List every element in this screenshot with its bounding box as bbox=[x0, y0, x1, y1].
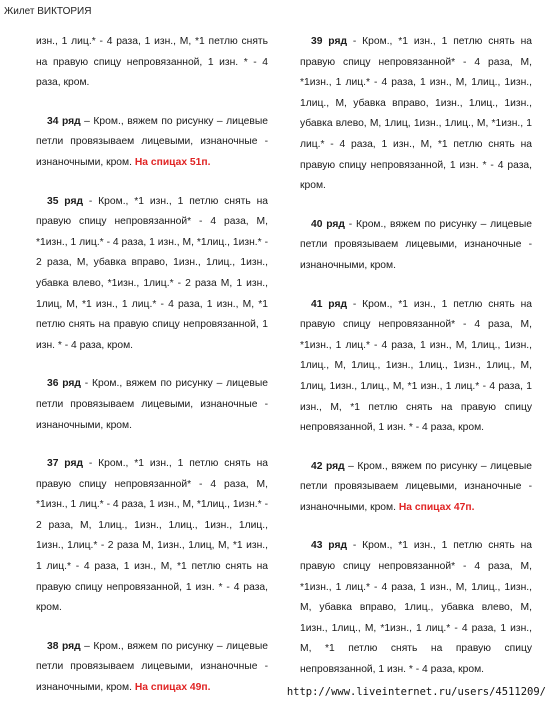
row-instructions: - Кром., *1 изн., 1 петлю снять на правую спицу непровязанной* - 4 раза, М, *1изн., 1 лиц.* - 4 раза, 1 изн., М, *1лиц., 1изн.* - 2 раза, М, убавка вправо, 1изн., 1лиц., 1изн., убавка влево, *1изн., 1лиц.* - 2 раза М, 1 изн., 1лиц, М, *1 изн., 1 лиц.* - 4 раза, 1 изн., М, *1 петлю снять на правую спицу непровязанной, 1 изн. * - 4 раза, кром. bbox=[36, 195, 268, 351]
row-number: 34 ряд bbox=[47, 115, 81, 127]
row-number: 38 ряд bbox=[47, 640, 81, 652]
row-instructions: - Кром., вяжем по рисунку – лицевые петли провязываем лицевыми, изнаночные - изнаночными, кром. bbox=[300, 218, 532, 271]
row-34-paragraph bbox=[36, 112, 268, 174]
row-number: 43 ряд bbox=[311, 540, 348, 552]
right-column bbox=[300, 32, 532, 699]
row-number: 40 ряд bbox=[311, 218, 345, 230]
stitch-count-note: На спицах 51п. bbox=[134, 156, 211, 168]
row-40-paragraph bbox=[300, 215, 532, 277]
source-url-watermark: http://www.liveinternet.ru/users/4511209/ bbox=[286, 686, 546, 698]
row-number: 41 ряд bbox=[311, 298, 348, 310]
row-39-paragraph bbox=[300, 32, 532, 197]
intro-text: изн., 1 лиц.* - 4 раза, 1 изн., М, *1 петлю снять на правую спицу непровязанной, 1 изн. * - 4 раза, кром. bbox=[36, 36, 268, 89]
row-number: 42 ряд bbox=[311, 460, 345, 472]
row-41-paragraph bbox=[300, 295, 532, 439]
page-header-title: Жилет ВИКТОРИЯ bbox=[4, 6, 92, 17]
left-column bbox=[36, 32, 268, 717]
row-instructions: - Кром., *1 изн., 1 петлю снять на правую спицу непровязанной* - 4 раза, М, *1изн., 1 лиц.* - 4 раза, 1 изн., М, 1лиц., 1изн., М, убавка вправо, 1лиц., убавка влево, М, 1изн., 1лиц., М, *1изн., 1 лиц.* - 4 раза, 1 изн., М, *1 петлю снять на правую спицу непровязанной, 1 изн. * - 4 раза, кром. bbox=[300, 540, 532, 676]
row-42-paragraph bbox=[300, 457, 532, 519]
row-number: 35 ряд bbox=[47, 195, 84, 207]
row-43-paragraph bbox=[300, 536, 532, 680]
row-instructions: – Кром., вяжем по рисунку – лицевые петли провязываем лицевыми, изнаночные - изнаночными, кром. bbox=[36, 115, 268, 168]
row-number: 37 ряд bbox=[47, 458, 84, 470]
stitch-count-note: На спицах 47п. bbox=[398, 501, 475, 513]
row-number: 39 ряд bbox=[311, 36, 348, 47]
row-instructions: - Кром., *1 изн., 1 петлю снять на правую спицу непровязанной* - 4 раза, М, *1изн., 1 лиц.* - 4 раза, 1 изн., М, *1лиц., 1изн.* - 2 раза, М, 1лиц., 1изн., 1лиц., 1изн., 1лиц., 1изн., 1лиц.* - 2 раза М, 1изн., 1лиц, М, *1 изн., 1 лиц.* - 4 раза, 1 изн., М, *1 петлю снять на правую спицу непровязанной, 1 изн. * - 4 раза, кром. bbox=[36, 458, 268, 614]
row-35-paragraph bbox=[36, 192, 268, 357]
row-instructions: – Кром., вяжем по рисунку – лицевые петли провязываем лицевыми, изнаночные - изнаночными, кром. bbox=[36, 640, 268, 694]
row-instructions: - Кром., вяжем по рисунку – лицевые петли провязываем лицевыми, изнаночные - изнаночными, кром. bbox=[36, 378, 268, 431]
row-number: 36 ряд bbox=[47, 378, 81, 390]
intro-paragraph bbox=[36, 32, 268, 94]
row-instructions: - Кром., *1 изн., 1 петлю снять на правую спицу непровязанной* - 4 раза, М, *1изн., 1 лиц.* - 4 раза, 1 изн., М, 1лиц., 1изн., 1лиц., М, 1лиц., 1изн., 1лиц., 1изн., 1лиц., М, 1лиц, 1изн., 1лиц., М, *1 изн., 1 лиц.* - 4 раза, 1 изн., М, *1 петлю снять на правую спицу непровязанной, 1 изн. * - 4 раза, кром. bbox=[300, 298, 532, 434]
row-36-paragraph bbox=[36, 374, 268, 436]
row-37-paragraph bbox=[36, 454, 268, 619]
stitch-count-note: На спицах 49п. bbox=[134, 682, 211, 694]
row-instructions: - Кром., *1 изн., 1 петлю снять на правую спицу непровязанной* - 4 раза, М, *1изн., 1 лиц.* - 4 раза, 1 изн., М, 1лиц., 1изн., 1лиц., М, убавка вправо, 1изн., 1лиц., 1изн., убавка влево, М, 1лиц, 1изн., 1лиц., М, *1изн., 1 лиц.* - 4 раза, 1 изн., М, *1 петлю снять на правую спицу непровязанной, 1 изн. * - 4 раза, кром. bbox=[300, 36, 532, 192]
row-instructions: – Кром., вяжем по рисунку – лицевые петли провязываем лицевыми, изнаночные - изнаночными, кром. bbox=[300, 460, 532, 513]
row-38-paragraph bbox=[36, 637, 268, 699]
